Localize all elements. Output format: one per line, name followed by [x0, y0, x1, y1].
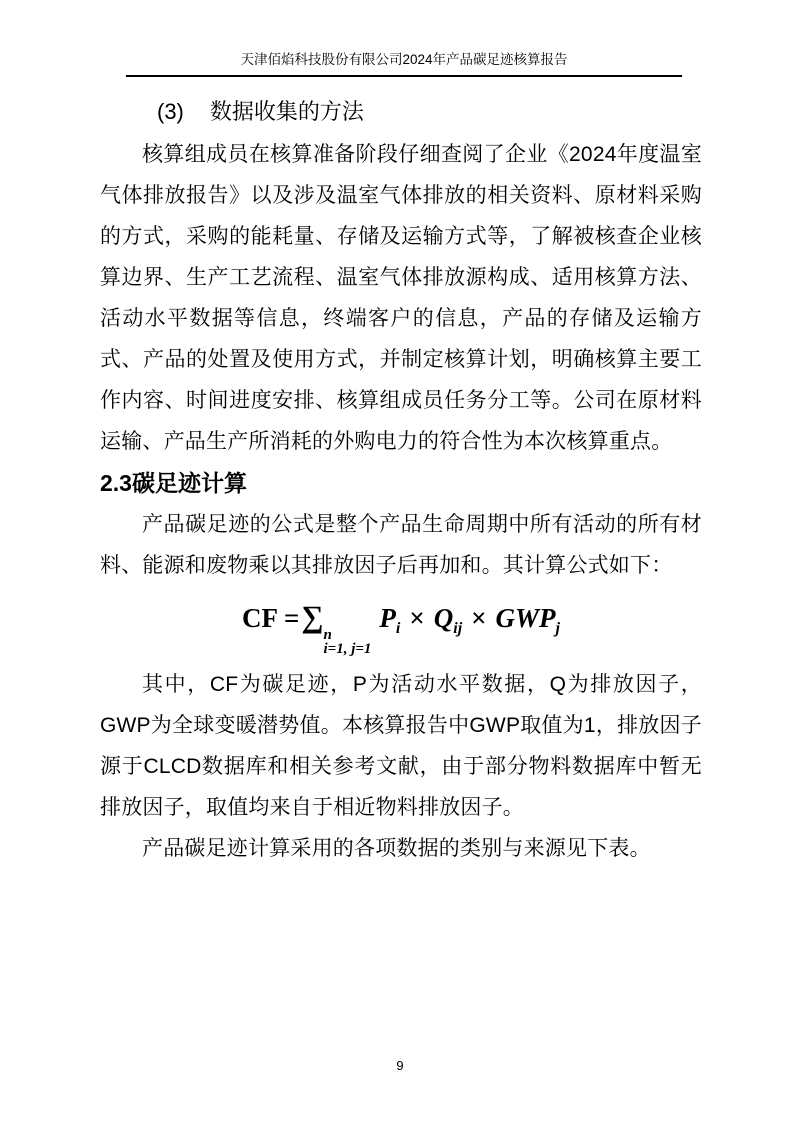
formula-term-p-subscript: i [395, 620, 401, 637]
formula-sigma-upper-bound: n [323, 627, 332, 643]
page-number: 9 [396, 1058, 404, 1073]
paragraph-formula-intro: 产品碳足迹的公式是整个产品生命周期中所有活动的所有材料、能源和废物乘以其排放因子后再加和。其计算公式如下： [100, 513, 702, 577]
formula-term-p: P [379, 603, 396, 633]
formula-sigma-scripts [323, 628, 371, 656]
carbon-footprint-formula [100, 593, 702, 656]
paragraph-data-sources: 产品碳足迹计算采用的各项数据的类别与来源见下表。 [142, 837, 651, 860]
formula-lhs: CF [241, 603, 278, 633]
header-title: 天津佰焰科技股份有限公司2024年产品碳足迹核算报告 [240, 52, 568, 67]
formula-equals: = [283, 603, 300, 633]
formula-term-q-subscript: ij [453, 620, 463, 637]
formula-multiply-2: × [471, 603, 487, 633]
formula-sigma-lower-bound: i=1, j=1 [323, 641, 372, 657]
section-heading-number: (3) [157, 99, 184, 124]
formula-term-gwp: GWP [495, 603, 556, 633]
section-heading-data-collection [100, 90, 702, 134]
section-heading-2-3: 2.3碳足迹计算 [100, 470, 247, 496]
document-body [100, 90, 702, 869]
formula-term-q: Q [433, 603, 454, 633]
page-header [126, 50, 682, 77]
formula-term-gwp-subscript: j [555, 620, 560, 637]
formula-multiply-1: × [409, 603, 425, 633]
paragraph-data-collection: 核算组成员在核算准备阶段仔细查阅了企业《2024年度温室气体排放报告》以及涉及温室气体排放的相关资料、原材料采购的方式，采购的能耗量、存储及运输方式等，了解被核查企业核算边界、生产工艺流程、温室气体排放源构成、适用核算方法、活动水平数据等信息，终端客户的信息，产品的存储及运输方式、产品的处置及使用方式，并制定核算计划，明确核算主要工作内容、时间进度安排、核算组成员任务分工等。公司在原材料运输、产品生产所消耗的外购电力的符合性为本次核算重点。 [100, 143, 702, 453]
formula-sigma: ∑ [301, 599, 324, 634]
section-heading-title: 数据收集的方法 [209, 99, 364, 124]
paragraph-formula-explanation: 其中，CF为碳足迹，P为活动水平数据，Q为排放因子，GWP为全球变暖潜势值。本核算报告中GWP取值为1，排放因子源于CLCD数据库和相关参考文献，由于部分物料数据库中暂无排放因子，取值均来自于相近物料排放因子。 [100, 673, 702, 819]
